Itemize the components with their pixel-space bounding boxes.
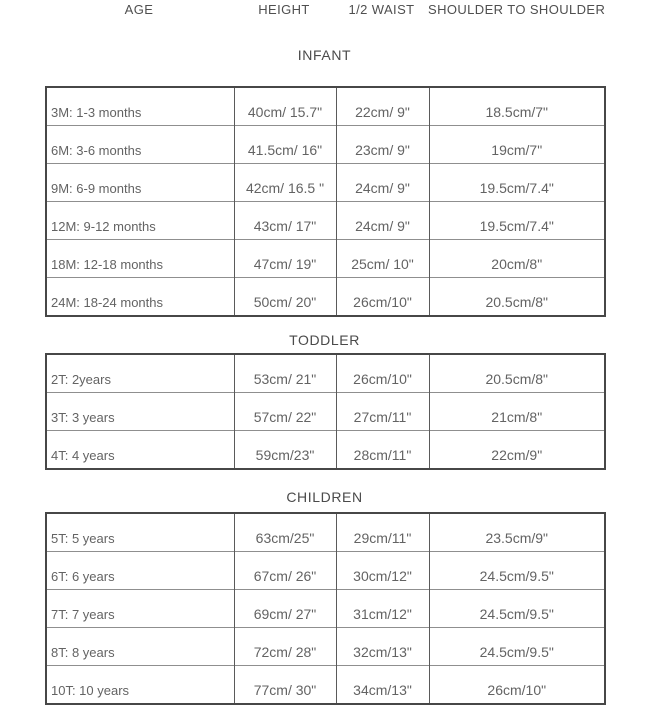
cell-age: 9M: 6-9 months — [46, 164, 234, 202]
cell-height: 57cm/ 22" — [234, 393, 336, 431]
cell-height: 47cm/ 19" — [234, 240, 336, 278]
size-table-toddler — [45, 353, 606, 470]
table-row — [46, 513, 605, 552]
cell-half-waist: 32cm/13" — [336, 628, 429, 666]
table-row — [46, 278, 605, 317]
table-row — [46, 393, 605, 431]
cell-half-waist: 30cm/12" — [336, 552, 429, 590]
section-title-infant: INFANT — [297, 47, 352, 63]
cell-shoulder-to-shoulder: 24.5cm/9.5" — [429, 552, 605, 590]
section-title-toddler: TODDLER — [289, 332, 360, 348]
column-header-age: AGE — [124, 2, 154, 17]
cell-height: 77cm/ 30" — [234, 666, 336, 705]
section-title-children: CHILDREN — [286, 489, 363, 505]
column-header-row — [45, 2, 604, 17]
cell-height: 67cm/ 26" — [234, 552, 336, 590]
cell-half-waist: 27cm/11" — [336, 393, 429, 431]
cell-shoulder-to-shoulder: 22cm/9" — [429, 431, 605, 470]
table-row — [46, 87, 605, 126]
table-row — [46, 240, 605, 278]
cell-shoulder-to-shoulder: 24.5cm/9.5" — [429, 628, 605, 666]
cell-shoulder-to-shoulder: 19.5cm/7.4" — [429, 202, 605, 240]
column-header-shoulder-to-shoulder: SHOULDER TO SHOULDER — [428, 2, 606, 17]
cell-half-waist: 25cm/ 10" — [336, 240, 429, 278]
cell-shoulder-to-shoulder: 20.5cm/8" — [429, 354, 605, 393]
table-row — [46, 552, 605, 590]
cell-height: 43cm/ 17" — [234, 202, 336, 240]
cell-half-waist: 26cm/10" — [336, 278, 429, 317]
cell-half-waist: 28cm/11" — [336, 431, 429, 470]
cell-shoulder-to-shoulder: 18.5cm/7" — [429, 87, 605, 126]
table-row — [46, 628, 605, 666]
cell-shoulder-to-shoulder: 26cm/10" — [429, 666, 605, 705]
table-row — [46, 354, 605, 393]
cell-half-waist: 24cm/ 9" — [336, 164, 429, 202]
cell-height: 42cm/ 16.5 " — [234, 164, 336, 202]
size-table-children — [45, 512, 606, 705]
cell-age: 3T: 3 years — [46, 393, 234, 431]
cell-age: 6M: 3-6 months — [46, 126, 234, 164]
cell-half-waist: 29cm/11" — [336, 513, 429, 552]
cell-half-waist: 34cm/13" — [336, 666, 429, 705]
cell-half-waist: 24cm/ 9" — [336, 202, 429, 240]
cell-age: 18M: 12-18 months — [46, 240, 234, 278]
cell-height: 50cm/ 20" — [234, 278, 336, 317]
cell-age: 5T: 5 years — [51, 531, 115, 546]
cell-age: 24M: 18-24 months — [46, 278, 234, 317]
cell-height: 41.5cm/ 16" — [234, 126, 336, 164]
cell-height: 72cm/ 28" — [234, 628, 336, 666]
cell-shoulder-to-shoulder: 20cm/8" — [429, 240, 605, 278]
cell-shoulder-to-shoulder: 20.5cm/8" — [429, 278, 605, 317]
cell-half-waist: 26cm/10" — [336, 354, 429, 393]
cell-height: 40cm/ 15.7" — [234, 87, 336, 126]
cell-height: 59cm/23" — [234, 431, 336, 470]
cell-shoulder-to-shoulder: 19.5cm/7.4" — [429, 164, 605, 202]
table-row — [46, 666, 605, 705]
cell-height: 63cm/25" — [234, 513, 336, 552]
table-row — [46, 202, 605, 240]
cell-shoulder-to-shoulder: 23.5cm/9" — [429, 513, 605, 552]
cell-half-waist: 22cm/ 9" — [336, 87, 429, 126]
table-row — [46, 431, 605, 470]
cell-height: 53cm/ 21" — [234, 354, 336, 393]
size-table-infant — [45, 86, 606, 317]
cell-shoulder-to-shoulder: 21cm/8" — [429, 393, 605, 431]
cell-shoulder-to-shoulder: 24.5cm/9.5" — [429, 590, 605, 628]
table-row — [46, 126, 605, 164]
cell-age: 2T: 2years — [51, 372, 111, 387]
cell-age: 6T: 6 years — [46, 552, 234, 590]
cell-half-waist: 31cm/12" — [336, 590, 429, 628]
cell-age: 7T: 7 years — [46, 590, 234, 628]
column-header-half-waist: 1/2 WAIST — [348, 2, 415, 17]
column-header-height: HEIGHT — [258, 2, 310, 17]
size-chart-sections — [45, 47, 604, 705]
table-row — [46, 164, 605, 202]
cell-age: 10T: 10 years — [46, 666, 234, 705]
size-chart-sheet — [45, 0, 604, 705]
cell-shoulder-to-shoulder: 19cm/7" — [429, 126, 605, 164]
cell-age: 3M: 1-3 months — [51, 105, 142, 120]
cell-age: 12M: 9-12 months — [46, 202, 234, 240]
cell-age: 8T: 8 years — [46, 628, 234, 666]
cell-age: 4T: 4 years — [46, 431, 234, 470]
table-row — [46, 590, 605, 628]
cell-half-waist: 23cm/ 9" — [336, 126, 429, 164]
cell-height: 69cm/ 27" — [234, 590, 336, 628]
